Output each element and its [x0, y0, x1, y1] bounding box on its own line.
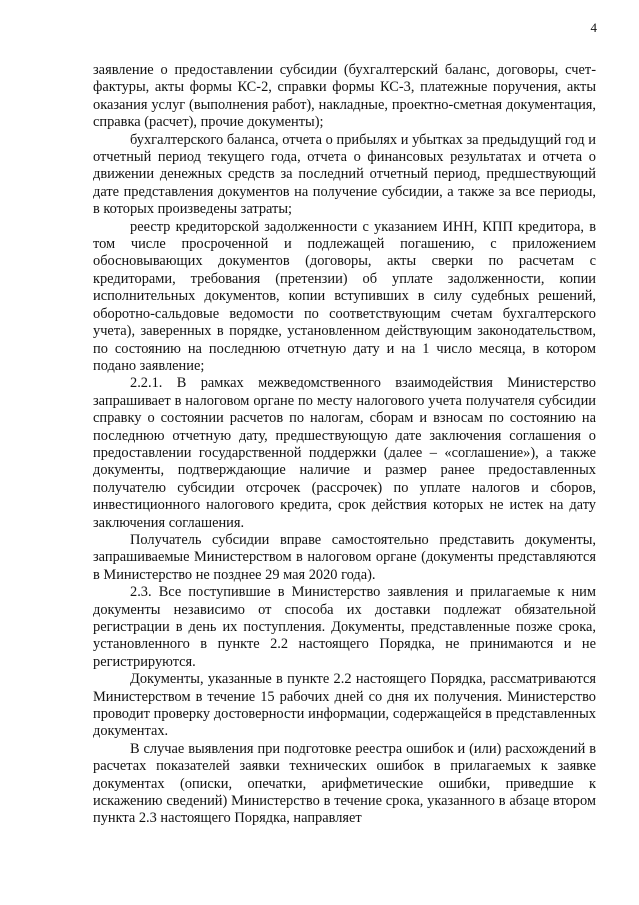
paragraph-errors: В случае выявления при подготовке реестра ошибок и (или) расхождений в расчетах показателей заявки технических ошибок в прилагаемых к заявке документах (описки, опечатки, арифметические ошибки, приведшие к искажению сведений) Министерство в течение срока, указанного в абзаце втором пункта 2.3 настоящего Порядка, направляет: [93, 740, 596, 827]
paragraph-2-2-1: 2.2.1. В рамках межведомственного взаимодействия Министерство запрашивает в налоговом органе по месту налогового учета получателя субсидии справку о состоянии расчетов по налогам, сборам и взносам по состоянию на последнюю отчетную дату, предшествующую дате заключения соглашения о предоставлении государственной поддержки (далее – «соглашение»), а также документы, подтверждающие наличие и размер ранее предоставленных получателю субсидии отсрочек (рассрочек) по уплате налогов и сборов, инвестиционного налогового кредита, срок действия которых не истек на дату заключения соглашения.: [93, 375, 596, 531]
paragraph-recipient-right: Получатель субсидии вправе самостоятельно представить документы, запрашиваемые Министерством в налоговом органе (документы представляются в Министерство не позднее 29 мая 2020 года).: [93, 531, 596, 583]
paragraph-application-docs: заявление о предоставлении субсидии (бухгалтерский баланс, договоры, счет-фактуры, акты формы КС-2, справки формы КС-3, платежные поручения, акты оказания услуг (выполнения работ), накладные, проектно-сметная документация, справка (расчет), прочие документы);: [93, 62, 596, 131]
paragraph-creditor-registry: реестр кредиторской задолженности с указанием ИНН, КПП кредитора, в том числе просроченной и подлежащей погашению, с приложением обосновывающих документов (договоры, акты сверки по расчетам с кредиторами, требования (претензии) об уплате задолженности, копии исполнительных документов, копии вступивших в силу судебных решений, оборотно-сальдовые ведомости по соответствующим счетам бухгалтерского учета), заверенных в порядке, установленном действующим законодательством, по состоянию на последнюю отчетную дату и на 1 число месяца, в котором подано заявление;: [93, 218, 596, 374]
paragraph-2-3: 2.3. Все поступившие в Министерство заявления и прилагаемые к ним документы независимо от способа их доставки подлежат обязательной регистрации в день их поступления. Документы, представленные позже срока, установленного в пункте 2.2 настоящего Порядка, не принимаются и не регистрируются.: [93, 584, 596, 670]
paragraph-balance-sheet: бухгалтерского баланса, отчета о прибылях и убытках за предыдущий год и отчетный период текущего года, отчета о финансовых результатах и отчета о движении денежных средств за последний отчетный период, предшествующий дате представления документов на получение субсидии, а также за все периоды, в которых произведены затраты;: [93, 131, 596, 218]
page-number: 4: [590, 20, 597, 35]
document-body: [93, 62, 596, 828]
paragraph-review-period: Документы, указанные в пункте 2.2 настоящего Порядка, рассматриваются Министерством в течение 15 рабочих дней со дня их получения. Министерство проводит проверку достоверности информации, содержащейся в представленных документах.: [93, 671, 596, 740]
